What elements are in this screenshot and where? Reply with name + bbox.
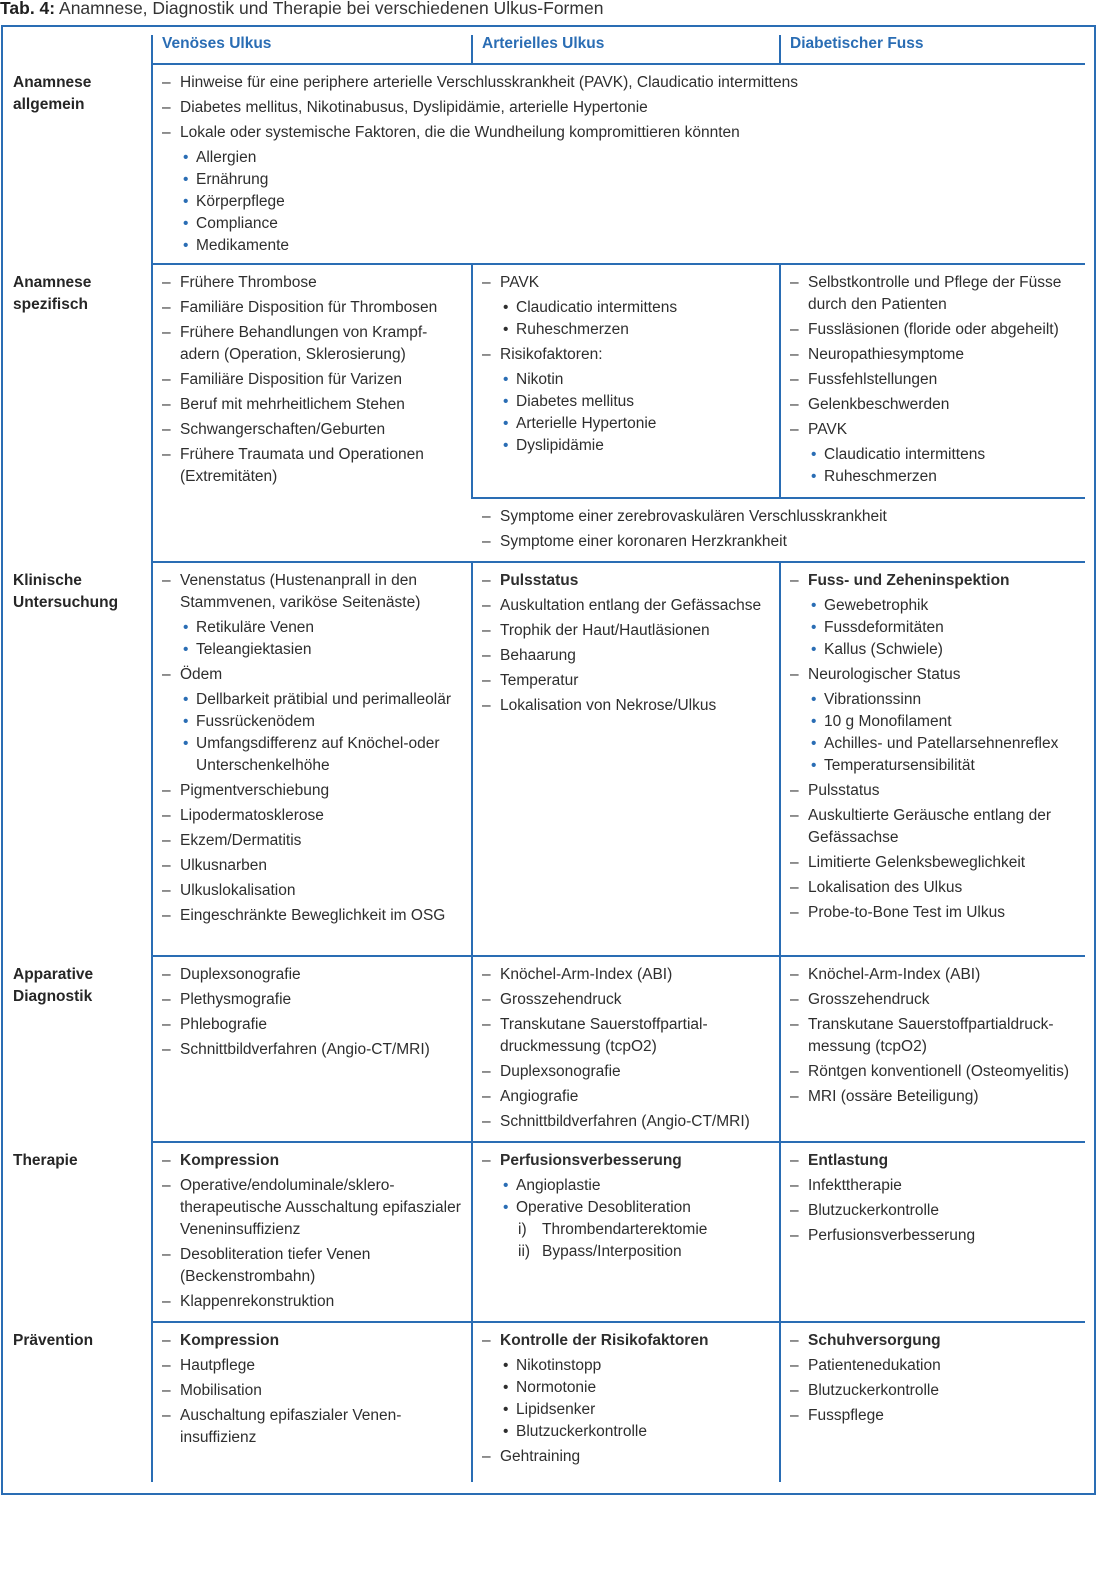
cell-praevention-diabetisch bbox=[790, 1330, 1082, 1430]
row-divider bbox=[151, 263, 1085, 265]
list-item-text: Trophik der Haut/Hautläsionen bbox=[500, 622, 710, 639]
list-item-text: Hautpflege bbox=[180, 1357, 255, 1374]
list-item-text: Claudicatio intermittens bbox=[824, 446, 986, 463]
list-item-text: Gelenkbeschwerden bbox=[808, 396, 950, 413]
bullet-list-item bbox=[162, 689, 462, 711]
row-label-praevention: Prävention bbox=[13, 1332, 94, 1349]
list-item-text: Desobliteration tiefer Venen (Beckenstrombahn) bbox=[180, 1246, 371, 1285]
row-label-apparative-diagnostik: Apparative Diagnostik bbox=[13, 966, 94, 1005]
list-item-text: Fusspflege bbox=[808, 1407, 884, 1424]
bullet-list-item bbox=[790, 444, 1082, 466]
column-divider bbox=[471, 562, 473, 1482]
list-item-text: Frühere Behandlungen von Krampf-adern (Operation, Sklerosierung) bbox=[180, 324, 428, 363]
list-item-text: Compliance bbox=[196, 215, 278, 232]
dash-list-item bbox=[482, 695, 779, 717]
list-item-text: Achilles- und Patellarsehnenreflex bbox=[824, 735, 1059, 752]
list-item-text: Kompression bbox=[180, 1332, 280, 1349]
list-item-text: Neurologischer Status bbox=[808, 666, 961, 683]
dash-list-item bbox=[790, 1355, 1082, 1377]
bullet-list-item bbox=[482, 413, 774, 435]
caption-text: Anamnese, Diagnostik und Therapie bei verschiedenen Ulkus-Formen bbox=[59, 0, 604, 18]
roman-list-item bbox=[482, 1241, 774, 1263]
list-item-text: Symptome einer zerebrovaskulären Verschlusskrankheit bbox=[500, 508, 887, 525]
dash-list-item bbox=[162, 989, 462, 1011]
column-divider bbox=[471, 35, 473, 63]
dash-list-item bbox=[790, 989, 1082, 1011]
dash-list-item bbox=[162, 444, 462, 488]
list-item-text: Auskultation entlang der Gefässachse bbox=[500, 597, 762, 614]
roman-list-item bbox=[482, 1219, 774, 1241]
list-item-text: Teleangiektasien bbox=[196, 641, 312, 658]
dash-list-item bbox=[162, 394, 462, 416]
list-item-text: Ruheschmerzen bbox=[824, 468, 937, 485]
row-divider bbox=[151, 1321, 1085, 1323]
list-item-text: Familiäre Disposition für Varizen bbox=[180, 371, 402, 388]
list-item-text: Probe-to-Bone Test im Ulkus bbox=[808, 904, 1005, 921]
dash-list-item bbox=[162, 1330, 462, 1352]
list-item-text: Plethysmografie bbox=[180, 991, 292, 1008]
list-item-text: Fussläsionen (floride oder abgeheilt) bbox=[808, 321, 1059, 338]
column-divider bbox=[779, 264, 781, 498]
list-item-text: Infekttherapie bbox=[808, 1177, 902, 1194]
dash-list-item bbox=[790, 877, 1082, 899]
header-diabetischer-fuss: Diabetischer Fuss bbox=[790, 35, 924, 52]
list-item-text: Perfusionsverbesserung bbox=[808, 1227, 976, 1244]
cell-praevention-venoes bbox=[162, 1330, 462, 1452]
list-item-text: Symptome einer koronaren Herzkrankheit bbox=[500, 533, 787, 550]
list-item-text: Schwangerschaften/Geburten bbox=[180, 421, 386, 438]
roman-numeral: i) bbox=[518, 1221, 527, 1238]
list-item-text: Claudicatio intermittens bbox=[516, 299, 678, 316]
list-item-text: Lokalisation von Nekrose/Ulkus bbox=[500, 697, 717, 714]
list-item-text: Fussfehlstellungen bbox=[808, 371, 938, 388]
dash-list-item bbox=[162, 1039, 462, 1061]
dash-list-item bbox=[162, 855, 462, 877]
list-item-text: Grosszehendruck bbox=[808, 991, 930, 1008]
row-label-anamnese-allgemein: Anamnese allgemein bbox=[13, 74, 92, 113]
bullet-list-item bbox=[482, 369, 774, 391]
bullet-list-item bbox=[162, 235, 1082, 257]
dash-list-item bbox=[162, 72, 1082, 94]
list-item-text: Lokale oder systemische Faktoren, die die Wundheilung kompromittieren könnten bbox=[180, 124, 740, 141]
bullet-list-item bbox=[790, 617, 1082, 639]
bullet-list-item bbox=[482, 319, 774, 341]
row-divider bbox=[151, 561, 1085, 563]
dash-list-item bbox=[162, 1380, 462, 1402]
dash-list-item bbox=[790, 1225, 1082, 1247]
list-item-text: Behaarung bbox=[500, 647, 576, 664]
dash-list-item bbox=[162, 964, 462, 986]
row-divider bbox=[151, 955, 1085, 957]
cell-apparative-diagnostik-arteriell bbox=[482, 964, 774, 1136]
list-item-text: Umfangsdifferenz auf Knöchel-oder Unterschenkelhöhe bbox=[196, 735, 440, 774]
list-item-text: Thrombendarterektomie bbox=[542, 1221, 708, 1238]
dash-list-item bbox=[790, 1086, 1082, 1108]
bullet-list-item bbox=[790, 466, 1082, 488]
dash-list-item bbox=[790, 805, 1082, 849]
list-item-text: Limitierte Gelenksbeweglichkeit bbox=[808, 854, 1026, 871]
bullet-list-item bbox=[482, 391, 774, 413]
dash-list-item bbox=[482, 1330, 774, 1352]
list-item-text: MRI (ossäre Beteiligung) bbox=[808, 1088, 979, 1105]
dash-list-item bbox=[790, 369, 1082, 391]
list-item-text: Frühere Traumata und Operationen (Extremitäten) bbox=[180, 446, 424, 485]
dash-list-item bbox=[482, 1061, 774, 1083]
bullet-list-item bbox=[482, 1377, 774, 1399]
dash-list-item bbox=[790, 1014, 1082, 1058]
list-item-text: Schuhversorgung bbox=[808, 1332, 941, 1349]
dash-list-item bbox=[790, 1330, 1082, 1352]
bullet-list-item bbox=[482, 1399, 774, 1421]
dash-list-item bbox=[162, 830, 462, 852]
bullet-list-item bbox=[482, 297, 774, 319]
list-item-text: Körperpflege bbox=[196, 193, 285, 210]
list-item-text: Grosszehendruck bbox=[500, 991, 622, 1008]
list-item-text: Entlastung bbox=[808, 1152, 889, 1169]
dash-list-item bbox=[790, 964, 1082, 986]
dash-list-item bbox=[482, 989, 774, 1011]
dash-list-item bbox=[790, 1061, 1082, 1083]
dash-list-item bbox=[790, 1380, 1082, 1402]
bullet-list-item bbox=[162, 191, 1082, 213]
cell-therapie-diabetisch bbox=[790, 1150, 1082, 1250]
list-item-text: Kompression bbox=[180, 1152, 280, 1169]
list-item-text: Eingeschränkte Beweglichkeit im OSG bbox=[180, 907, 446, 924]
dash-list-item bbox=[482, 1111, 774, 1133]
dash-list-item bbox=[790, 394, 1082, 416]
bullet-list-item bbox=[162, 733, 462, 777]
list-item-text: Arterielle Hypertonie bbox=[516, 415, 657, 432]
bullet-list-item bbox=[482, 1421, 774, 1443]
dash-list-item bbox=[482, 595, 779, 617]
dash-list-item bbox=[162, 1405, 462, 1449]
list-item-text: Mobilisation bbox=[180, 1382, 262, 1399]
list-item-text: Transkutane Sauerstoffpartial-druckmessung (tcpO2) bbox=[500, 1016, 708, 1055]
list-item-text: Beruf mit mehrheitlichem Stehen bbox=[180, 396, 405, 413]
list-item-text: Allergien bbox=[196, 149, 257, 166]
list-item-text: PAVK bbox=[808, 421, 848, 438]
list-item-text: Ernährung bbox=[196, 171, 269, 188]
dash-list-item bbox=[790, 1150, 1082, 1172]
dash-list-item bbox=[162, 297, 462, 319]
list-item-text: Kontrolle der Risikofaktoren bbox=[500, 1332, 709, 1349]
dash-list-item bbox=[790, 419, 1082, 441]
cell-anamnese-spezifisch-arteriell bbox=[482, 272, 774, 457]
list-item-text: Duplexsonografie bbox=[500, 1063, 621, 1080]
list-item-text: Operative Desobliteration bbox=[516, 1199, 691, 1216]
list-item-text: Fuss- und Zeheninspektion bbox=[808, 572, 1010, 589]
list-item-text: Ulkusnarben bbox=[180, 857, 268, 874]
list-item-text: Dellbarkeit prätibial und perimalleolär bbox=[196, 691, 452, 708]
list-item-text: 10 g Monofilament bbox=[824, 713, 952, 730]
list-item-text: Phlebografie bbox=[180, 1016, 268, 1033]
bullet-list-item bbox=[162, 639, 462, 661]
bullet-list-item bbox=[482, 1175, 774, 1197]
dash-list-item bbox=[790, 272, 1082, 316]
cell-klinische-untersuchung-venoes bbox=[162, 570, 462, 930]
bullet-list-item bbox=[790, 639, 1082, 661]
list-item-text: Lipidsenker bbox=[516, 1401, 596, 1418]
dash-list-item bbox=[482, 645, 779, 667]
roman-numeral: ii) bbox=[518, 1243, 531, 1260]
row-divider bbox=[471, 497, 1085, 499]
list-item-text: Blutzuckerkontrolle bbox=[808, 1382, 939, 1399]
bullet-list-item bbox=[790, 711, 1082, 733]
list-item-text: Fussrückenödem bbox=[196, 713, 315, 730]
dash-list-item bbox=[790, 664, 1082, 686]
list-item-text: Bypass/Interposition bbox=[542, 1243, 682, 1260]
dash-list-item bbox=[162, 880, 462, 902]
dash-list-item bbox=[162, 97, 1082, 119]
table-caption bbox=[0, 0, 603, 19]
dash-list-item bbox=[482, 670, 779, 692]
bullet-list-item bbox=[482, 1355, 774, 1377]
dash-list-item bbox=[482, 1086, 774, 1108]
dash-list-item bbox=[790, 570, 1082, 592]
bullet-list-item bbox=[790, 689, 1082, 711]
dash-list-item bbox=[162, 905, 462, 927]
list-item-text: Temperatur bbox=[500, 672, 579, 689]
dash-list-item bbox=[162, 419, 462, 441]
list-item-text: Pulsstatus bbox=[808, 782, 880, 799]
dash-list-item bbox=[790, 344, 1082, 366]
row-label-klinische-untersuchung: Klinische Untersuchung bbox=[13, 572, 119, 611]
list-item-text: Vibrationssinn bbox=[824, 691, 922, 708]
list-item-text: Angioplastie bbox=[516, 1177, 601, 1194]
dash-list-item bbox=[162, 1355, 462, 1377]
dash-list-item bbox=[790, 902, 1082, 924]
dash-list-item bbox=[482, 272, 774, 294]
dash-list-item bbox=[162, 1291, 462, 1313]
list-item-text: Blutzuckerkontrolle bbox=[516, 1423, 647, 1440]
list-item-text: Operative/endoluminale/sklero-therapeutische Ausschaltung epifaszialer Veneninsuffizienz bbox=[180, 1177, 461, 1238]
column-divider bbox=[151, 35, 153, 1482]
list-item-text: Röntgen konventionell (Osteomyelitis) bbox=[808, 1063, 1070, 1080]
dash-list-item bbox=[482, 570, 779, 592]
list-item-suffix: (Hustenanprall in den Stammvenen, variköse Seitenäste) bbox=[180, 572, 421, 611]
list-item-text: Lipodermatosklerose bbox=[180, 807, 324, 824]
bullet-list-item bbox=[482, 1197, 774, 1219]
bullet-list-item bbox=[790, 755, 1082, 777]
list-item-text: Selbstkontrolle und Pflege der Füsse durch den Patienten bbox=[808, 274, 1062, 313]
dash-list-item bbox=[482, 506, 1082, 528]
header-venoeses-ulkus: Venöses Ulkus bbox=[162, 35, 272, 52]
list-item-text: Klappenrekonstruktion bbox=[180, 1293, 335, 1310]
bullet-list-item bbox=[162, 711, 462, 733]
list-item-text: Patientenedukation bbox=[808, 1357, 941, 1374]
cell-klinische-untersuchung-diabetisch bbox=[790, 570, 1082, 927]
list-item-text: Pigmentverschiebung bbox=[180, 782, 330, 799]
list-item-text: Knöchel-Arm-Index (ABI) bbox=[500, 966, 673, 983]
cell-praevention-arteriell bbox=[482, 1330, 774, 1471]
cell-anamnese-allgemein bbox=[162, 72, 1082, 257]
list-item-text: Normotonie bbox=[516, 1379, 597, 1396]
list-item-text: Ekzem/Dermatitis bbox=[180, 832, 302, 849]
list-item-text: Temperatursensibilität bbox=[824, 757, 975, 774]
list-item-text: Knöchel-Arm-Index (ABI) bbox=[808, 966, 981, 983]
dash-list-item bbox=[482, 620, 779, 642]
list-item-text: Venenstatus bbox=[180, 572, 266, 589]
list-item-text: Medikamente bbox=[196, 237, 290, 254]
list-item-text: PAVK bbox=[500, 274, 540, 291]
list-item-text: Diabetes mellitus bbox=[516, 393, 635, 410]
bullet-list-item bbox=[162, 147, 1082, 169]
list-item-text: Lokalisation des Ulkus bbox=[808, 879, 963, 896]
dash-list-item bbox=[482, 1014, 774, 1058]
row-label-therapie: Therapie bbox=[13, 1152, 78, 1169]
bullet-list-item bbox=[162, 169, 1082, 191]
list-item-text: Duplexsonografie bbox=[180, 966, 301, 983]
list-item-text: Schnittbildverfahren (Angio-CT/MRI) bbox=[500, 1113, 750, 1130]
dash-list-item bbox=[162, 664, 462, 686]
list-item-text: Ruheschmerzen bbox=[516, 321, 629, 338]
dash-list-item bbox=[790, 780, 1082, 802]
bullet-list-item bbox=[162, 617, 462, 639]
column-divider bbox=[779, 35, 781, 63]
cell-klinische-untersuchung-arteriell bbox=[482, 570, 779, 720]
list-item-text: Kallus (Schwiele) bbox=[824, 641, 943, 658]
row-label-anamnese-spezifisch: Anamnese spezifisch bbox=[13, 274, 92, 313]
list-item-text: Frühere Thrombose bbox=[180, 274, 317, 291]
list-item-text: Familiäre Disposition für Thrombosen bbox=[180, 299, 438, 316]
dash-list-item bbox=[162, 1244, 462, 1288]
dash-list-item bbox=[790, 1405, 1082, 1427]
dash-list-item bbox=[790, 1175, 1082, 1197]
list-item-text: Auskultierte Geräusche entlang der Gefässachse bbox=[808, 807, 1051, 846]
dash-list-item bbox=[162, 1014, 462, 1036]
bullet-list-item bbox=[162, 213, 1082, 235]
header-arterielles-ulkus: Arterielles Ulkus bbox=[482, 35, 605, 52]
dash-list-item bbox=[482, 964, 774, 986]
row-divider bbox=[151, 1141, 1085, 1143]
list-item-text: Blutzuckerkontrolle bbox=[808, 1202, 939, 1219]
dash-list-item bbox=[482, 531, 1082, 553]
cell-anamnese-spezifisch-venoes bbox=[162, 272, 462, 491]
dash-list-item bbox=[162, 1150, 462, 1172]
list-item-text: Schnittbildverfahren (Angio-CT/MRI) bbox=[180, 1041, 430, 1058]
dash-list-item bbox=[790, 1200, 1082, 1222]
cell-apparative-diagnostik-venoes bbox=[162, 964, 462, 1064]
list-item-text: Fussdeformitäten bbox=[824, 619, 944, 636]
dash-list-item bbox=[162, 122, 1082, 144]
list-item-text: Dyslipidämie bbox=[516, 437, 604, 454]
list-item-text: Hinweise für eine periphere arterielle Verschlusskrankheit (PAVK), Claudicatio intermittens bbox=[180, 74, 798, 91]
list-item-text: Diabetes mellitus, Nikotinabusus, Dyslipidämie, arterielle Hypertonie bbox=[180, 99, 648, 116]
dash-list-item bbox=[790, 319, 1082, 341]
list-item-text: Retikuläre Venen bbox=[196, 619, 315, 636]
dash-list-item bbox=[162, 780, 462, 802]
dash-list-item bbox=[162, 272, 462, 294]
list-item-text: Ulkuslokalisation bbox=[180, 882, 296, 899]
cell-therapie-arteriell bbox=[482, 1150, 774, 1263]
bullet-list-item bbox=[482, 435, 774, 457]
dash-list-item bbox=[482, 1446, 774, 1468]
list-item-text: Perfusionsverbesserung bbox=[500, 1152, 682, 1169]
dash-list-item bbox=[790, 852, 1082, 874]
list-item-text: Pulsstatus bbox=[500, 572, 579, 589]
list-item-text: Gewebetrophik bbox=[824, 597, 929, 614]
caption-label: Tab. 4: bbox=[0, 0, 56, 18]
cell-anamnese-spezifisch-shared bbox=[482, 506, 1082, 556]
list-item-text: Gehtraining bbox=[500, 1448, 581, 1465]
list-item-text: Neuropathiesymptome bbox=[808, 346, 964, 363]
cell-anamnese-spezifisch-diabetisch bbox=[790, 272, 1082, 488]
row-divider bbox=[151, 63, 1085, 65]
column-divider bbox=[779, 562, 781, 1482]
dash-list-item bbox=[162, 1175, 462, 1241]
list-item-text: Risikofaktoren: bbox=[500, 346, 603, 363]
dash-list-item bbox=[482, 1150, 774, 1172]
cell-apparative-diagnostik-diabetisch bbox=[790, 964, 1082, 1111]
list-item-text: Auschaltung epifaszialer Venen-insuffizienz bbox=[180, 1407, 402, 1446]
bullet-list-item bbox=[790, 595, 1082, 617]
dash-list-item bbox=[162, 322, 462, 366]
dash-list-item bbox=[162, 805, 462, 827]
list-item-text: Transkutane Sauerstoffpartialdruck-messung (tcpO2) bbox=[808, 1016, 1054, 1055]
list-item-text: Nikotin bbox=[516, 371, 564, 388]
dash-list-item bbox=[482, 344, 774, 366]
dash-list-item bbox=[162, 570, 462, 614]
list-item-text: Nikotinstopp bbox=[516, 1357, 602, 1374]
column-divider bbox=[471, 264, 473, 498]
list-item-text: Angiografie bbox=[500, 1088, 579, 1105]
cell-therapie-venoes bbox=[162, 1150, 462, 1316]
dash-list-item bbox=[162, 369, 462, 391]
bullet-list-item bbox=[790, 733, 1082, 755]
list-item-text: Ödem bbox=[180, 666, 223, 683]
